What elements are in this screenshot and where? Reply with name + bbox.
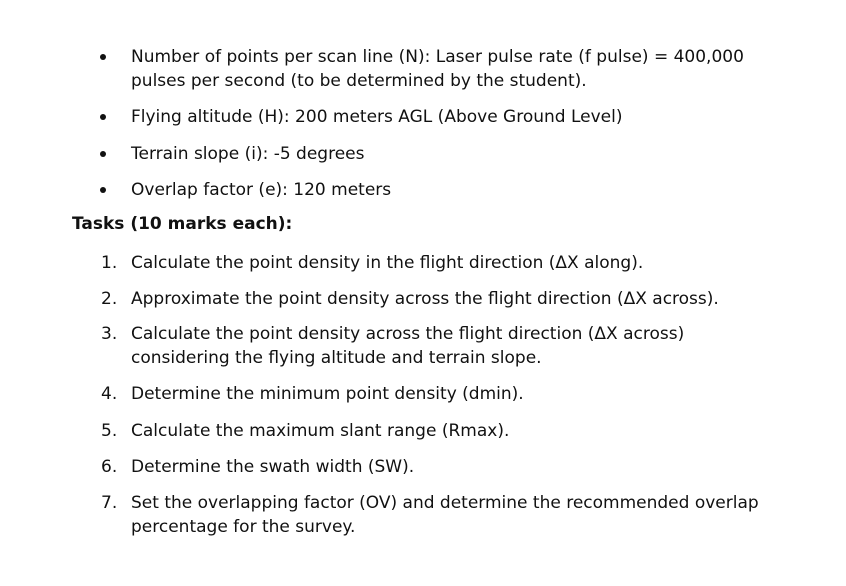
parameter-text: Number of points per scan line (N): Laser pulse rate (f pulse) = 400,000 pulses per second (to be determined by the student). (131, 47, 744, 91)
parameter-text: Terrain slope (i): -5 degrees (131, 144, 365, 164)
task-number: 7. (101, 493, 118, 513)
list-item (131, 105, 831, 129)
list-item (101, 382, 831, 406)
list-item (131, 178, 831, 202)
tasks-heading: Tasks (10 marks each): (72, 214, 293, 234)
task-text: Calculate the point density across the flight direction (ΔX across) considering the flying altitude and terrain slope. (131, 324, 685, 368)
task-text: Determine the swath width (SW). (131, 457, 415, 477)
list-item (131, 45, 791, 93)
list-item (101, 287, 831, 311)
list-item (131, 142, 831, 166)
task-number: 5. (101, 421, 118, 441)
task-text: Calculate the maximum slant range (Rmax). (131, 421, 510, 441)
task-number: 6. (101, 457, 118, 477)
task-text: Set the overlapping factor (OV) and determine the recommended overlap percentage for the survey. (131, 493, 759, 537)
bullet-icon (100, 187, 106, 193)
task-number: 1. (101, 253, 118, 273)
list-item (101, 491, 801, 539)
list-item (101, 251, 831, 275)
task-number: 2. (101, 289, 118, 309)
task-text: Approximate the point density across the flight direction (ΔX across). (131, 289, 719, 309)
task-text: Determine the minimum point density (dmin). (131, 384, 524, 404)
parameter-text: Flying altitude (H): 200 meters AGL (Above Ground Level) (131, 107, 623, 127)
task-number: 4. (101, 384, 118, 404)
list-item (101, 455, 831, 479)
bullet-icon (100, 151, 106, 157)
parameter-text: Overlap factor (e): 120 meters (131, 180, 392, 200)
list-item (101, 322, 731, 370)
task-text: Calculate the point density in the flight direction (ΔX along). (131, 253, 644, 273)
bullet-icon (100, 54, 106, 60)
task-number: 3. (101, 324, 118, 344)
bullet-icon (100, 114, 106, 120)
list-item (101, 419, 831, 443)
